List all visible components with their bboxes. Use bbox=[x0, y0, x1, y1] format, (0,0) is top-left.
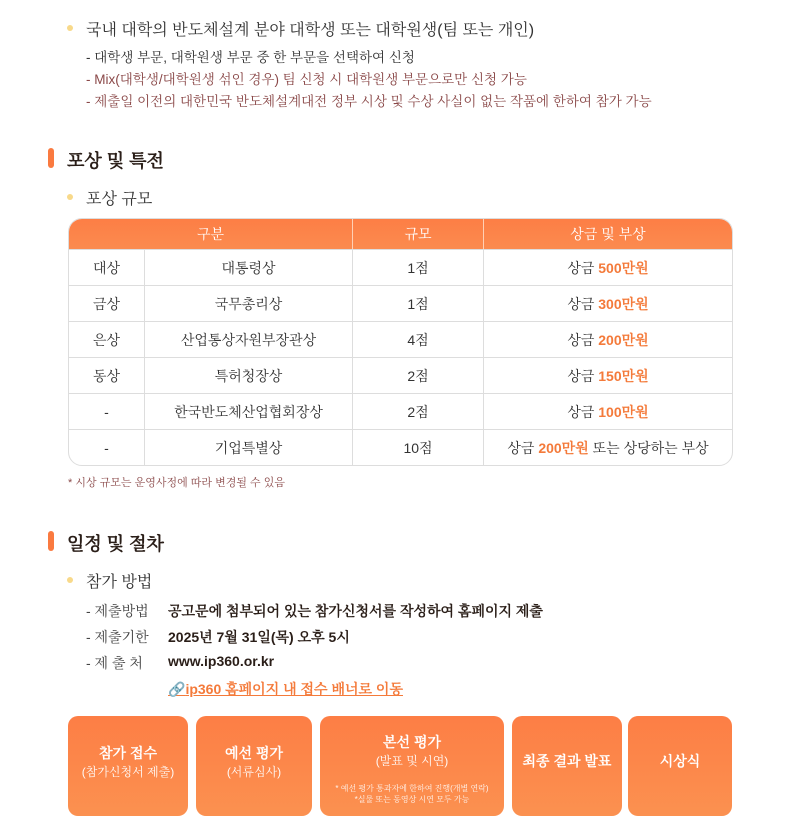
section-marker-icon bbox=[48, 148, 54, 168]
prize-cell bbox=[483, 249, 732, 285]
rank-cell: 동상 bbox=[69, 357, 144, 393]
count-cell: 1점 bbox=[352, 249, 483, 285]
prize-prefix: 상금 bbox=[567, 331, 599, 348]
table-row bbox=[69, 285, 732, 321]
prize-cell bbox=[483, 285, 732, 321]
count-cell: 2점 bbox=[352, 357, 483, 393]
rank-cell: 금상 bbox=[69, 285, 144, 321]
method-label: - 제출방법 bbox=[86, 603, 149, 619]
prize-amount: 200만원 bbox=[538, 439, 589, 456]
eligibility-sub: - Mix(대학생/대학원생 섞인 경우) 팀 신청 시 대학원생 부문으로만 신청 가능 bbox=[86, 72, 527, 87]
rank-cell: - bbox=[69, 393, 144, 429]
step-sub: (서류심사) bbox=[226, 765, 282, 779]
prize-prefix: 상금 bbox=[507, 439, 539, 456]
step-box bbox=[320, 716, 504, 816]
awards-note: * 시상 규모는 운영사정에 따라 변경될 수 있음 bbox=[68, 477, 285, 489]
prize-prefix: 상금 bbox=[567, 259, 599, 276]
awards-table bbox=[68, 218, 733, 466]
count-cell: 1점 bbox=[352, 285, 483, 321]
bullet-icon bbox=[67, 25, 73, 31]
table-row bbox=[69, 393, 732, 429]
bullet-icon bbox=[67, 577, 73, 583]
link-text: ip360 홈페이지 내 접수 배너로 이동 bbox=[185, 681, 403, 697]
prize-suffix: 또는 상당하는 부상 bbox=[588, 439, 709, 456]
step-title: 참가 접수 bbox=[99, 745, 157, 761]
step-title: 최종 결과 발표 bbox=[522, 753, 612, 769]
place-label: - 제 출 처 bbox=[86, 655, 143, 671]
table-row bbox=[69, 249, 732, 285]
method-value: 공고문에 첨부되어 있는 참가신청서를 작성하여 홈페이지 제출 bbox=[168, 603, 543, 619]
prize-prefix: 상금 bbox=[567, 367, 599, 384]
header-count: 규모 bbox=[352, 219, 483, 249]
header-category: 구분 bbox=[69, 219, 352, 249]
rank-cell: 대상 bbox=[69, 249, 144, 285]
rank-cell: 은상 bbox=[69, 321, 144, 357]
prize-cell bbox=[483, 357, 732, 393]
reception-banner-link[interactable] bbox=[168, 679, 403, 699]
step-title: 예선 평가 bbox=[225, 745, 283, 761]
step-note: * 예선 평가 통과자에 한하여 진행(개별 연락) bbox=[335, 784, 489, 793]
prize-prefix: 상금 bbox=[567, 295, 599, 312]
count-cell: 10점 bbox=[352, 429, 483, 465]
step-title: 시상식 bbox=[659, 753, 701, 769]
schedule-subtitle: 참가 방법 bbox=[86, 574, 153, 591]
count-cell: 2점 bbox=[352, 393, 483, 429]
prize-amount: 150만원 bbox=[598, 367, 649, 384]
award-name-cell: 국무총리상 bbox=[144, 285, 352, 321]
award-name-cell: 대통령상 bbox=[144, 249, 352, 285]
eligibility-sub: - 대학생 부문, 대학원생 부문 중 한 부문을 선택하여 신청 bbox=[86, 50, 415, 65]
table-row bbox=[69, 321, 732, 357]
step-box bbox=[196, 716, 312, 816]
awards-subtitle: 포상 규모 bbox=[86, 191, 153, 208]
prize-cell bbox=[483, 429, 732, 465]
table-row bbox=[69, 429, 732, 465]
table-row bbox=[69, 357, 732, 393]
link-icon: 🔗 bbox=[168, 681, 186, 697]
header-prize: 상금 및 부상 bbox=[483, 219, 732, 249]
step-note: *실물 또는 동영상 시연 모두 가능 bbox=[354, 795, 470, 804]
prize-amount: 300만원 bbox=[598, 295, 649, 312]
step-title: 본선 평가 bbox=[383, 734, 441, 750]
prize-prefix: 상금 bbox=[567, 403, 599, 420]
rank-cell: - bbox=[69, 429, 144, 465]
step-sub: (발표 및 시연) bbox=[375, 754, 449, 768]
deadline-value: 2025년 7월 31일(목) 오후 5시 bbox=[168, 629, 350, 645]
prize-amount: 500만원 bbox=[598, 259, 649, 276]
section-marker-icon bbox=[48, 531, 54, 551]
step-box bbox=[512, 716, 622, 816]
prize-cell bbox=[483, 393, 732, 429]
prize-amount: 200만원 bbox=[598, 331, 649, 348]
step-box bbox=[628, 716, 732, 816]
step-sub: (참가신청서 제출) bbox=[81, 765, 175, 779]
count-cell: 4점 bbox=[352, 321, 483, 357]
prize-cell bbox=[483, 321, 732, 357]
award-name-cell: 특허청장상 bbox=[144, 357, 352, 393]
award-name-cell: 기업특별상 bbox=[144, 429, 352, 465]
prize-amount: 100만원 bbox=[598, 403, 649, 420]
eligibility-sub: - 제출일 이전의 대한민국 반도체설계대전 정부 시상 및 수상 사실이 없는 작품에 한하여 참가 가능 bbox=[86, 94, 652, 109]
step-box bbox=[68, 716, 188, 816]
place-value: www.ip360.or.kr bbox=[168, 653, 275, 669]
deadline-label: - 제출기한 bbox=[86, 629, 149, 645]
section-title-schedule: 일정 및 절차 bbox=[67, 534, 164, 554]
section-title-awards: 포상 및 특전 bbox=[67, 151, 164, 171]
award-name-cell: 산업통상자원부장관상 bbox=[144, 321, 352, 357]
award-name-cell: 한국반도체산업협회장상 bbox=[144, 393, 352, 429]
bullet-icon bbox=[67, 194, 73, 200]
eligibility-main: 국내 대학의 반도체설계 분야 대학생 또는 대학원생(팀 또는 개인) bbox=[86, 22, 535, 39]
